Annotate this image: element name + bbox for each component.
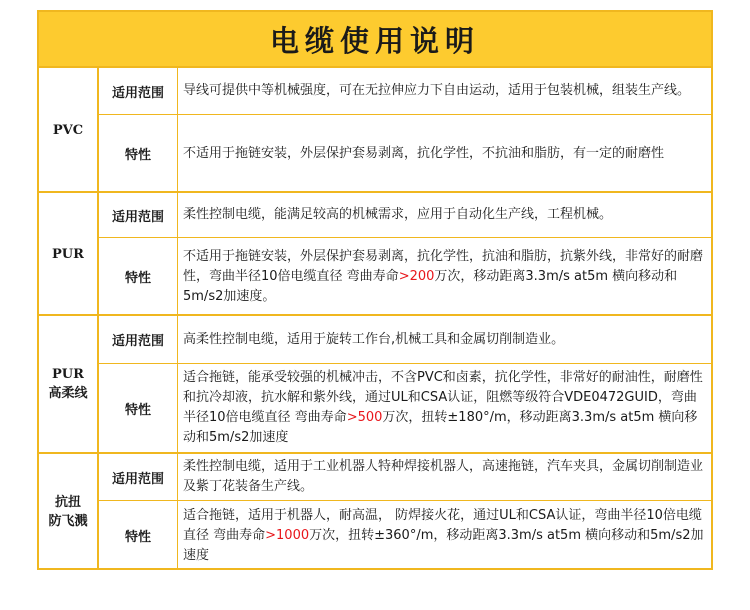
pur-feature-text xyxy=(178,238,711,315)
scope-text: 高柔性控制电缆，适用于旋转工作台,机械工具和金属切削制造业。 xyxy=(183,331,565,347)
feature-text-part: 万次，扭转±180°/m，移动距离3.3m/s at5m 横向移动和5m/s2加速度 xyxy=(183,410,698,445)
pur-scope-text xyxy=(178,193,711,237)
material-label-line: PUR xyxy=(52,367,84,382)
feature-label: 特性 xyxy=(99,115,178,192)
material-pur-high-flex xyxy=(39,316,99,452)
feature-label: 特性 xyxy=(99,501,178,570)
material-label xyxy=(48,365,87,403)
material-label-line: 防飞溅 xyxy=(48,514,88,529)
feature-text-part: 不适用于拖链安装，外层保护套易剥离，抗化学性，抗油和脂肪，抗紫外线，非常好的耐磨性，弯曲半径10倍电缆直径 弯曲寿命 xyxy=(183,248,704,284)
scope-text: 导线可提供中等机械强度，可在无拉伸应力下自由运动，适用于包装机械，组装生产线。 xyxy=(183,83,691,98)
feature-highlight: >200 xyxy=(398,268,435,284)
page-title: 电缆使用说明 xyxy=(39,12,711,68)
feature-text-part: 适合拖链，能承受较强的机械冲击，不含PVC和卤素，抗化学性，非常好的耐油性，耐磨性和抗冷却液，抗水解和紫外线，通过UL和CSA认证，阻燃等级符合VDE0472GUID，弯曲半径10倍电缆直径 弯曲寿命 xyxy=(183,370,703,425)
cable-usage-table xyxy=(37,10,713,570)
feature-highlight: >500 xyxy=(346,410,383,425)
material-label xyxy=(48,493,87,531)
pur-flex-feature-text xyxy=(178,364,711,452)
anti-torsion-feature-text xyxy=(178,501,711,570)
material-pur xyxy=(39,193,99,315)
material-label-line: 抗扭 xyxy=(54,495,81,510)
feature-text xyxy=(183,144,705,164)
material-label-line: 高柔线 xyxy=(48,386,88,401)
scope-label: 适用范围 xyxy=(99,316,178,363)
feature-text-part: 万次，移动距离3.3m/s at5m 横向移动和5m/s2加速度。 xyxy=(183,268,678,304)
anti-torsion-scope-text xyxy=(178,454,711,500)
pur-flex-scope-text xyxy=(178,316,711,363)
scope-label: 适用范围 xyxy=(99,454,178,500)
feature-text-part: 适合拖链，适用于机器人，耐高温， 防焊接火花，通过UL和CSA认证，弯曲半径10倍电缆直径 弯曲寿命 xyxy=(183,507,702,543)
material-pvc xyxy=(39,68,99,192)
feature-text xyxy=(183,506,705,566)
scope-label: 适用范围 xyxy=(99,193,178,237)
pvc-feature-text xyxy=(178,115,711,192)
scope-label: 适用范围 xyxy=(99,68,178,114)
material-label: PUR xyxy=(52,246,84,262)
feature-text-part: 万次，扭转±360°/m，移动距离3.3m/s at5m 横向移动和5m/s2加速度 xyxy=(183,527,704,563)
pvc-scope-text xyxy=(178,68,711,114)
material-anti-torsion xyxy=(39,454,99,570)
feature-highlight: >1000 xyxy=(265,527,310,543)
feature-text xyxy=(183,368,705,448)
feature-text-part: 不适用于拖链安装，外层保护套易剥离，抗化学性，不抗油和脂肪，有一定的耐磨性 xyxy=(183,145,665,161)
feature-label: 特性 xyxy=(99,238,178,315)
scope-text: 柔性控制电缆，能满足较高的机械需求，应用于自动化生产线，工程机械。 xyxy=(183,207,613,222)
feature-text xyxy=(183,247,705,307)
material-label: PVC xyxy=(52,122,84,138)
scope-text: 柔性控制电缆，适用于工业机器人特种焊接机器人，高速拖链，汽车夹具，金属切削制造业及紫丁花装备生产线。 xyxy=(183,459,704,494)
feature-label: 特性 xyxy=(99,364,178,452)
